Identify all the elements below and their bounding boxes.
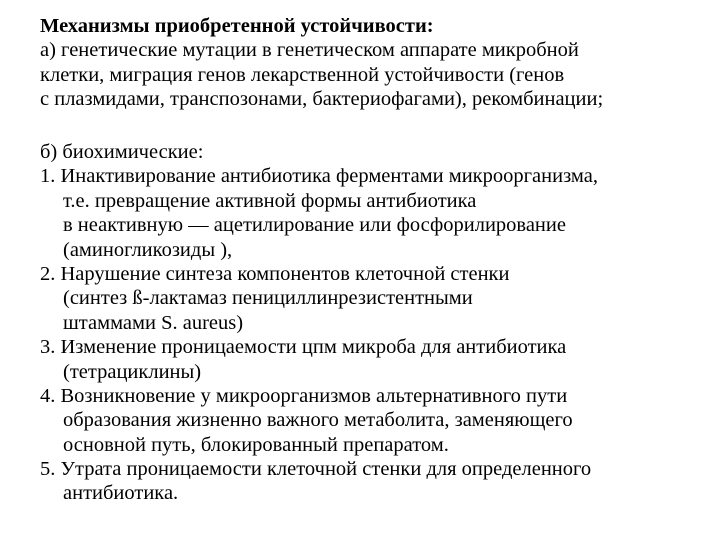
list-item-continuation: т.е. превращение активной формы антибиотика: [63, 189, 477, 212]
list-item-continuation: (аминогликозиды ),: [63, 238, 233, 261]
list-item-4: [40, 384, 710, 457]
list-item-continuation: в неактивную — ацетилирование или фосфорилирование: [63, 214, 566, 237]
list-item-1: [40, 164, 710, 262]
section-a-heading: Механизмы приобретенной устойчивости:: [40, 15, 434, 37]
list-item-first-line: 4. Возникновение у микроорганизмов альтернативного пути: [40, 384, 568, 407]
section-a-line: с плазмидами, транспозонами, бактериофагами), рекомбинации;: [40, 88, 604, 111]
list-item-continuation: штаммами S. aureus): [63, 311, 244, 334]
section-b: [40, 140, 710, 506]
section-a-line: а) генетические мутации в генетическом аппарате микробной: [40, 39, 579, 62]
list-item-continuation: антибиотика.: [63, 482, 179, 505]
list-item-continuation: (тетрациклины): [63, 360, 202, 383]
section-a-line: клетки, миграция генов лекарственной устойчивости (генов: [40, 63, 565, 86]
list-item-continuation: образования жизненно важного метаболита, заменяющего: [63, 409, 573, 432]
list-item-continuation: (синтез ß-лактамаз пенициллинрезистентными: [63, 287, 473, 310]
list-item-first-line: 5. Утрата проницаемости клеточной стенки для определенного: [40, 458, 592, 481]
list-item-2: [40, 262, 710, 335]
list-item-continuation: основной путь, блокированный препаратом.: [63, 433, 449, 456]
section-b-heading: б) биохимические:: [40, 141, 204, 163]
list-item-3: [40, 335, 710, 384]
section-a: [40, 14, 710, 112]
list-item-first-line: 3. Изменение проницаемости цпм микроба для антибиотика: [40, 336, 567, 359]
list-item-first-line: 2. Нарушение синтеза компонентов клеточной стенки: [40, 262, 510, 285]
list-item-5: [40, 457, 710, 506]
list-item-first-line: 1. Инактивирование антибиотика ферментами микроорганизма,: [40, 165, 598, 188]
